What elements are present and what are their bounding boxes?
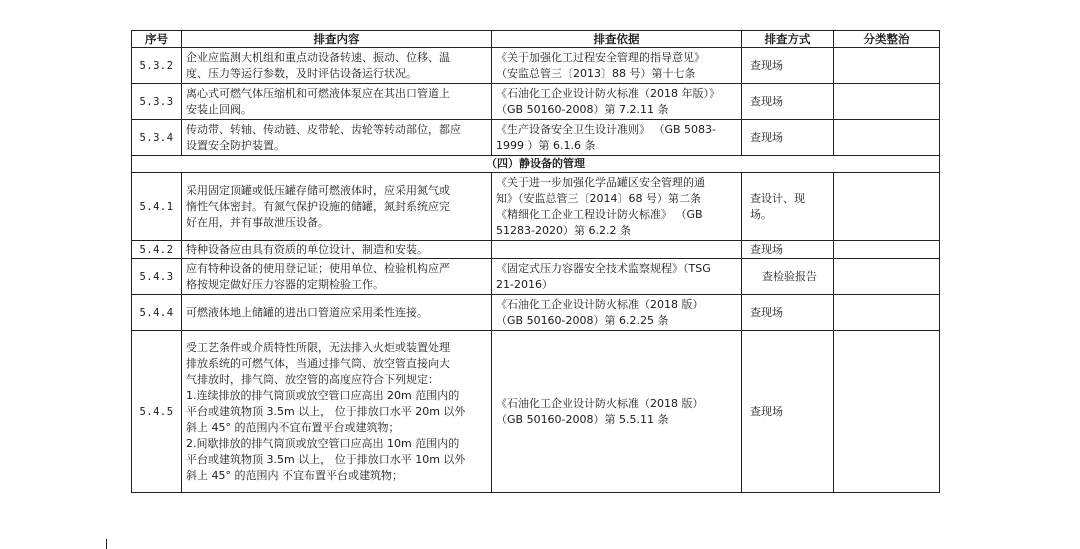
row-method: 查现场 bbox=[742, 84, 834, 120]
content-line: 受工艺条件或介质特性所限，无法排入火炬或装置处理 bbox=[186, 340, 450, 354]
row-number: 5.3.4 bbox=[132, 120, 182, 156]
row-remediation bbox=[834, 173, 940, 241]
table-row bbox=[132, 295, 940, 331]
table-row bbox=[132, 84, 940, 120]
basis-line: 1999 ）第 6.1.6 条 bbox=[496, 138, 596, 152]
table-row bbox=[132, 241, 940, 259]
content-line: 斜上 45° 的范围内不宜布置平台或建筑物； bbox=[186, 420, 400, 434]
row-remediation bbox=[834, 295, 940, 331]
row-basis bbox=[492, 241, 742, 259]
content-line: 格按规定做好压力容器的定期检验工作。 bbox=[186, 277, 384, 291]
row-basis bbox=[492, 120, 742, 156]
basis-line: 51283-2020）第 6.2.2 条 bbox=[496, 223, 631, 237]
row-content bbox=[182, 48, 492, 84]
row-remediation bbox=[834, 259, 940, 295]
row-content bbox=[182, 295, 492, 331]
row-method bbox=[742, 295, 834, 331]
row-number: 5.4.2 bbox=[132, 241, 182, 259]
content-line: 度、压力等运行参数，及时评估设备运行状况。 bbox=[186, 66, 417, 80]
section-title: （四）静设备的管理 bbox=[132, 156, 940, 173]
row-remediation bbox=[834, 331, 940, 493]
basis-line: 《固定式压力容器安全技术监察规程》（TSG bbox=[496, 261, 711, 275]
content-line: 平台或建筑物顶 3.5m 以上， 位于排放口水平 10m 以外 bbox=[186, 452, 466, 466]
row-method bbox=[742, 259, 834, 295]
row-content bbox=[182, 331, 492, 493]
content-line: 企业应监测大机组和重点动设备转速、振动、位移、温 bbox=[186, 50, 450, 64]
basis-line: 知》（安监总管三〔2014〕68 号）第二条 bbox=[496, 191, 701, 205]
content-line: 采用固定顶罐或低压罐存储可燃液体时，应采用氮气或 bbox=[186, 183, 450, 197]
header-no: 序号 bbox=[132, 31, 182, 48]
method-line: 查现场 bbox=[750, 242, 783, 256]
content-line: 离心式可燃气体压缩机和可燃液体泵应在其出口管道上 bbox=[186, 86, 450, 100]
table-row bbox=[132, 173, 940, 241]
basis-line: 《石油化工企业设计防火标准（2018 版） bbox=[496, 396, 704, 410]
content-line: 平台或建筑物顶 3.5m 以上， 位于排放口水平 20m 以外 bbox=[186, 404, 466, 418]
row-remediation bbox=[834, 48, 940, 84]
row-number: 5.4.1 bbox=[132, 173, 182, 241]
content-line: 斜上 45° 的范围内 不宜布置平台或建筑物； bbox=[186, 468, 403, 482]
basis-line: 21-2016） bbox=[496, 277, 553, 291]
table-row bbox=[132, 48, 940, 84]
method-line: 查现场 bbox=[750, 404, 783, 418]
row-basis bbox=[492, 331, 742, 493]
content-line: 应有特种设备的使用登记证；使用单位、检验机构应严 bbox=[186, 261, 450, 275]
row-number: 5.3.2 bbox=[132, 48, 182, 84]
row-content bbox=[182, 241, 492, 259]
table-row bbox=[132, 331, 940, 493]
row-basis bbox=[492, 295, 742, 331]
row-remediation bbox=[834, 120, 940, 156]
header-remediation: 分类整治 bbox=[834, 31, 940, 48]
row-method bbox=[742, 331, 834, 493]
page-corner-mark bbox=[106, 539, 107, 549]
row-method: 查现场 bbox=[742, 48, 834, 84]
table-header-row bbox=[132, 31, 940, 48]
header-basis: 排查依据 bbox=[492, 31, 742, 48]
row-remediation bbox=[834, 241, 940, 259]
row-number: 5.4.4 bbox=[132, 295, 182, 331]
row-remediation bbox=[834, 84, 940, 120]
method-line: 查检验报告 bbox=[762, 269, 817, 283]
content-line: 惰性气体密封。有氮气保护设施的储罐，氮封系统应完 bbox=[186, 199, 450, 213]
content-line: 安装止回阀。 bbox=[186, 102, 252, 116]
inspection-table bbox=[131, 30, 940, 493]
table-row bbox=[132, 120, 940, 156]
basis-line: （GB 50160-2008）第 6.2.25 条 bbox=[496, 313, 669, 327]
method-line: 查设计、现 bbox=[750, 191, 805, 205]
row-basis bbox=[492, 173, 742, 241]
row-basis bbox=[492, 84, 742, 120]
basis-line: 《生产设备安全卫生设计准则》 （GB 5083- bbox=[496, 122, 717, 136]
row-method bbox=[742, 173, 834, 241]
row-basis bbox=[492, 259, 742, 295]
section-row bbox=[132, 156, 940, 173]
row-content bbox=[182, 173, 492, 241]
row-content bbox=[182, 84, 492, 120]
content-line: 好在用，并有事故泄压设备。 bbox=[186, 215, 329, 229]
content-line: 气排放时，排气筒、放空管的高度应符合下列规定： bbox=[186, 372, 439, 386]
row-method: 查现场 bbox=[742, 120, 834, 156]
basis-line: （安监总管三〔2013〕88 号）第十七条 bbox=[496, 66, 696, 80]
row-content bbox=[182, 259, 492, 295]
basis-line: 《精细化工企业工程设计防火标准》 （GB bbox=[496, 207, 703, 221]
header-content: 排查内容 bbox=[182, 31, 492, 48]
row-number: 5.3.3 bbox=[132, 84, 182, 120]
row-content bbox=[182, 120, 492, 156]
content-line: 1.连续排放的排气筒顶或放空管口应高出 20m 范围内的 bbox=[186, 388, 460, 402]
basis-line: 《石油化工企业设计防火标准（2018 版） bbox=[496, 297, 704, 311]
content-line: 2.间歇排放的排气筒顶或放空管口应高出 10m 范围内的 bbox=[186, 436, 460, 450]
row-method bbox=[742, 241, 834, 259]
basis-line: 《石油化工企业设计防火标准（2018 年版）》 bbox=[496, 86, 720, 100]
method-line: 查现场 bbox=[750, 305, 783, 319]
method-line: 场。 bbox=[750, 207, 772, 221]
content-line: 设置安全防护装置。 bbox=[186, 138, 285, 152]
content-line: 排放系统的可燃气体，当通过排气筒、放空管直接向大 bbox=[186, 356, 450, 370]
basis-line: 《关于进一步加强化学品罐区安全管理的通 bbox=[496, 175, 705, 189]
content-line: 特种设备应由具有资质的单位设计、制造和安装。 bbox=[186, 242, 428, 256]
row-number: 5.4.3 bbox=[132, 259, 182, 295]
content-line: 传动带、转轴、传动链、皮带轮、齿轮等转动部位，都应 bbox=[186, 122, 461, 136]
header-method: 排查方式 bbox=[742, 31, 834, 48]
basis-line: （GB 50160-2008）第 7.2.11 条 bbox=[496, 102, 669, 116]
row-number: 5.4.5 bbox=[132, 331, 182, 493]
basis-line: （GB 50160-2008）第 5.5.11 条 bbox=[496, 412, 669, 426]
table-row bbox=[132, 259, 940, 295]
content-line: 可燃液体地上储罐的进出口管道应采用柔性连接。 bbox=[186, 305, 428, 319]
basis-line: 《关于加强化工过程安全管理的指导意见》 bbox=[496, 50, 705, 64]
row-basis bbox=[492, 48, 742, 84]
